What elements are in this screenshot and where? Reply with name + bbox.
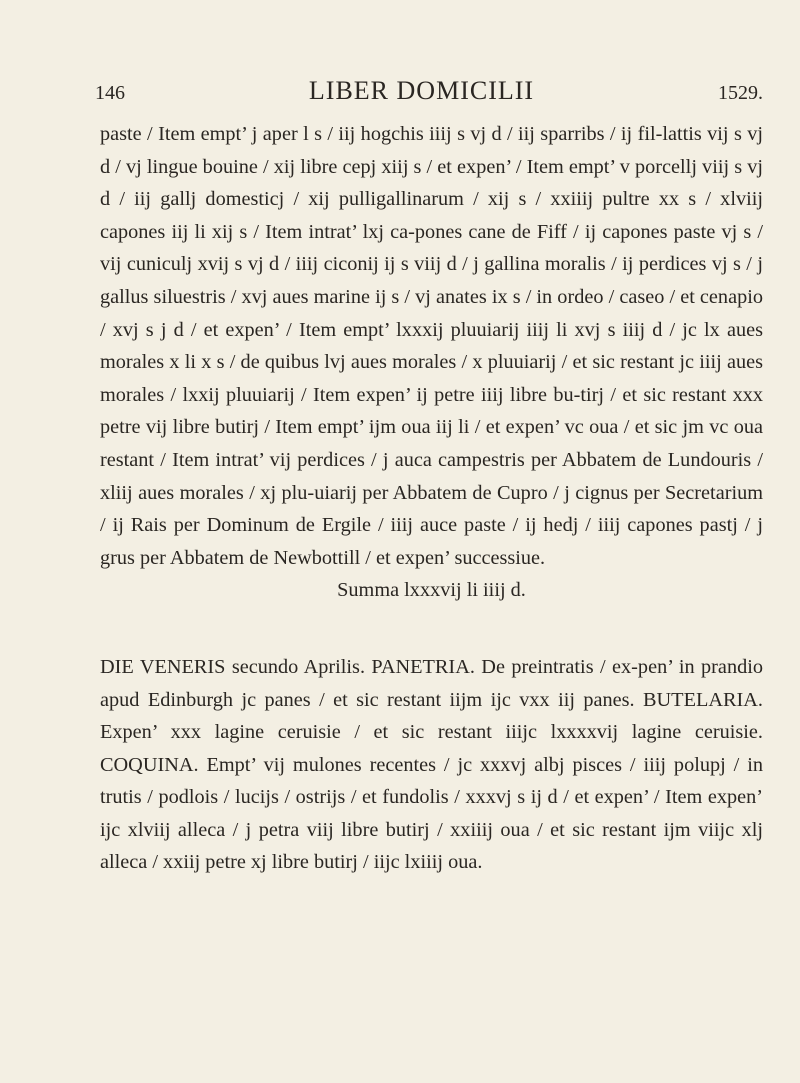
paragraph-1: paste / Item empt’ j aper l s / iij hogchis iiij s vj d / iij sparribs / ij fil-lattis vij s vj d / vj lingue bouine / xij libre cepj xiij s / et expen’ / Item empt’ v porcellj viij s vj d / iij gallj domesticj / xij pulligallinarum / xij s / xxiiij pultre xx s / xlviij capones iij li xij s / Item intrat’ lxj ca-pones cane de Fiff / ij capones paste vj s / vij cuniculj xvij s vj d / iiij ciconij ij s viij d / j gallina moralis / ij perdices vj s / j gallus siluestris / xvj aues marine ij s / vj anates ix s / in ordeo / caseo / et cenapio / xvj s j d / et expen’ / Item empt’ lxxxij pluuiarij iiij li xvj s iiij d / jc lx aues morales x li x s / de quibus lvj aues morales / x pluuiarij / et sic restant jc iiij aues morales / lxxij pluuiarij / Item expen’ ij petre iiij libre bu-tirj / et sic restant xxx petre vij libre butirj / Item empt’ ijm oua iij li / et expen’ vc oua / et sic jm vc oua restant / Item intrat’ vij perdices / j auca campestris per Abbatem de Lundouris / xliij aues morales / xj plu-uiarij per Abbatem de Cupro / j cignus per Secretarium / ij Rais per Dominum de Ergile / iiij auce paste / ij hedj / iiij capones pastj / j grus per Abbatem de Newbottill / et expen’ successiue. <box>100 123 763 569</box>
section-gap <box>100 607 763 651</box>
page-header <box>95 76 763 106</box>
paragraph-2: DIE VENERIS secundo Aprilis. PANETRIA. De preintratis / ex-pen’ in prandio apud Edinburgh jc panes / et sic restant iijm ijc vxx iij panes. BUTELARIA. Expen’ xxx lagine ceruisie / et sic restant iiijc lxxxxvij lagine ceruisie. COQUINA. Empt’ vij mulones recentes / jc xxxvj albj pisces / iiij polupj / in trutis / podlois / lucijs / ostrijs / et fundolis / xxxvj s ij d / et expen’ / Item expen’ ijc xlviij alleca / j petra viij libre butirj / xxiiij oua / et sic restant ijm viijc xlj alleca / xxiij petre xj libre butirj / iijc lxiiij oua. <box>100 655 763 874</box>
page-number: 146 <box>95 82 125 104</box>
summa-line: Summa lxxxvij li iiij d. <box>337 579 526 602</box>
running-title: LIBER DOMICILII <box>308 76 535 105</box>
page-year: 1529. <box>717 82 763 104</box>
page-body <box>100 118 763 879</box>
